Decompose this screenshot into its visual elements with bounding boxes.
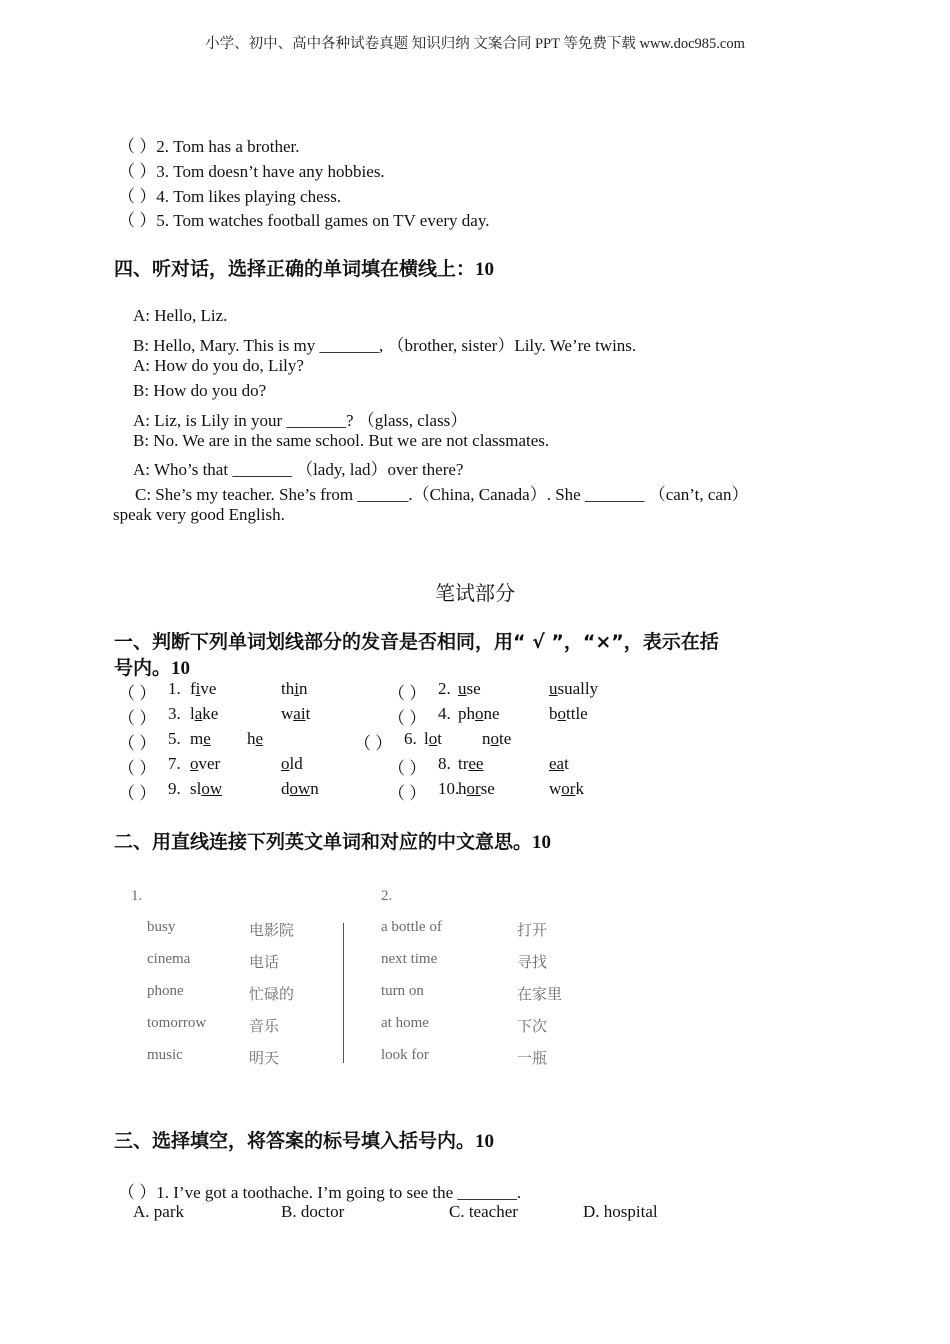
- word-b: [281, 679, 307, 699]
- section-4-score: 10: [475, 259, 495, 280]
- answer-paren: （ ）: [118, 734, 157, 753]
- match-cn-phrase: 在家里: [517, 987, 563, 1003]
- match-en-word: cinema: [147, 951, 191, 967]
- word-a: [458, 754, 483, 774]
- word-b-under: ea: [549, 754, 565, 773]
- word-a-pre: tr: [458, 754, 469, 773]
- word-a-post: ver: [198, 754, 221, 773]
- item-number: 5.: [168, 729, 181, 748]
- match-en-word: busy: [147, 919, 176, 935]
- word-a-under: o: [475, 704, 484, 723]
- word-a: [190, 704, 218, 724]
- answer-paren: （ ）: [118, 759, 157, 778]
- match-cn-phrase: 寻找: [517, 955, 548, 971]
- part-1-title-text: 号内。: [114, 657, 172, 679]
- answer-paren: （ ）: [388, 759, 427, 778]
- dialog-line-8: C: She’s my teacher. She’s from ______.（China, Canada）. She _______ （can’t, can）: [135, 485, 749, 504]
- dialog-line-5: A: Liz, is Lily in your _______? （glass, class）: [133, 411, 468, 430]
- match-group-2-label: 2.: [381, 888, 393, 904]
- dialog-line-6: B: No. We are in the same school. But we are not classmates.: [133, 431, 550, 450]
- word-b-pre: w: [281, 704, 294, 723]
- match-en-phrase: turn on: [381, 983, 424, 999]
- word-b: [281, 779, 319, 799]
- word-b-post: ld: [289, 754, 303, 773]
- column-divider: [343, 923, 344, 1063]
- word-b-pre: th: [281, 679, 295, 698]
- answer-paren: （ ）: [118, 709, 157, 728]
- item-number: 6.: [404, 729, 417, 748]
- word-a: [190, 679, 216, 699]
- answer-paren: （ ）: [118, 684, 157, 703]
- word-b-under: ow: [289, 779, 311, 798]
- word-a-under: o: [190, 754, 199, 773]
- word-b-post: n: [310, 779, 319, 798]
- word-b: [549, 679, 598, 699]
- word-b-under: u: [549, 679, 558, 698]
- match-cn-word: 电影院: [249, 923, 295, 939]
- word-b-pre: n: [482, 729, 491, 748]
- word-b: [281, 754, 303, 774]
- written-part-heading: 笔试部分: [435, 581, 515, 605]
- word-a-pre: l: [190, 704, 195, 723]
- word-b-post: t: [305, 704, 311, 723]
- word-a-pre: h: [458, 779, 467, 798]
- word-a-under: or: [466, 779, 481, 798]
- word-a-under: ow: [201, 779, 223, 798]
- part-3-title-text: 三、选择填空，将答案的标号填入括号内。: [114, 1130, 476, 1152]
- word-b: [482, 729, 511, 749]
- word-b-pre: b: [549, 704, 558, 723]
- word-b-under: ai: [293, 704, 306, 723]
- answer-paren: （ ）: [388, 709, 427, 728]
- word-b-under: e: [255, 729, 264, 748]
- dialog-line-1: A: Hello, Liz.: [133, 306, 228, 325]
- word-b: [281, 704, 310, 724]
- option-b: B. doctor: [281, 1202, 345, 1221]
- word-a-pre: m: [190, 729, 204, 748]
- match-en-phrase: next time: [381, 951, 438, 967]
- option-d: D. hospital: [583, 1202, 658, 1221]
- word-a: [458, 704, 500, 724]
- dialog-line-2: B: Hello, Mary. This is my _______, （brother, sister）Lily. We’re twins.: [133, 336, 637, 355]
- word-a: [424, 729, 442, 749]
- match-cn-word: 电话: [249, 955, 280, 971]
- section-4-title-text: 四、听对话，选择正确的单词填在横线上：: [114, 258, 476, 280]
- item-number: 3.: [168, 704, 181, 723]
- word-b-under: i: [294, 679, 299, 698]
- answer-paren: （ ）: [388, 684, 427, 703]
- word-b: [549, 779, 584, 799]
- part-1-score: 10: [171, 658, 191, 679]
- part-3-score: 10: [475, 1131, 495, 1152]
- word-a-under: i: [195, 679, 201, 698]
- tf-item-2: （ ）2. Tom has a brother.: [118, 137, 300, 156]
- part-3-title: [114, 1126, 494, 1153]
- word-a-post: t: [437, 729, 442, 748]
- match-cn-phrase: 打开: [517, 923, 548, 939]
- word-b: [549, 754, 569, 774]
- part-2-title: [114, 827, 551, 854]
- match-cn-phrase: 一瓶: [517, 1051, 548, 1067]
- word-a-under: o: [428, 729, 438, 748]
- tf-item-4: （ ）4. Tom likes playing chess.: [118, 187, 342, 206]
- word-b-under: o: [281, 754, 290, 773]
- word-a-post: se: [466, 679, 481, 698]
- word-a-pre: f: [190, 679, 196, 698]
- word-b: [247, 729, 263, 749]
- tf-item-3: （ ）3. Tom doesn’t have any hobbies.: [118, 162, 385, 181]
- page-header: 小学、初中、高中各种试卷真题 知识归纳 文案合同 PPT 等免费下载 www.doc985.com: [205, 36, 745, 52]
- word-a: [190, 754, 220, 774]
- word-b-post: te: [499, 729, 512, 748]
- item-number: 2.: [438, 679, 451, 698]
- item-number: 9.: [168, 779, 181, 798]
- dialog-line-8-continuation: speak very good English.: [113, 505, 285, 524]
- match-cn-word: 明天: [249, 1051, 280, 1067]
- dialog-line-7: A: Who’s that _______ （lady, lad）over there?: [133, 460, 464, 479]
- item-number: 7.: [168, 754, 181, 773]
- word-b-pre: h: [247, 729, 256, 748]
- word-b-post: ttle: [566, 704, 588, 723]
- item-number: 4.: [438, 704, 451, 723]
- word-a-pre: ph: [458, 704, 475, 723]
- word-b-post: n: [298, 679, 308, 698]
- section-4-title: [114, 254, 494, 281]
- part-1-title-line-2: [114, 653, 190, 680]
- word-a-under: u: [458, 679, 467, 698]
- match-en-word: tomorrow: [147, 1015, 207, 1031]
- word-a-pre: sl: [190, 779, 202, 798]
- word-b: [549, 704, 588, 724]
- match-en-phrase: a bottle of: [381, 919, 442, 935]
- match-en-phrase: at home: [381, 1015, 429, 1031]
- dialog-line-3: A: How do you do, Lily?: [133, 356, 304, 375]
- item-number: 1.: [168, 679, 181, 698]
- word-a: [458, 679, 481, 699]
- word-b-post: sually: [557, 679, 599, 698]
- match-cn-phrase: 下次: [517, 1019, 548, 1035]
- word-a-under: ee: [468, 754, 484, 773]
- match-en-phrase: look for: [381, 1047, 429, 1063]
- dialog-line-4: B: How do you do?: [133, 381, 267, 400]
- part-2-title-text: 二、用直线连接下列英文单词和对应的中文意思。: [114, 831, 533, 853]
- match-cn-word: 忙碌的: [249, 987, 295, 1003]
- match-cn-word: 音乐: [249, 1019, 280, 1035]
- answer-paren: （ ）: [388, 784, 427, 803]
- choice-question-1: （ ）1. I’ve got a toothache. I’m going to see the _______.: [118, 1183, 522, 1202]
- answer-paren: （ ）: [118, 784, 157, 803]
- word-a-under: e: [203, 729, 211, 748]
- word-b-under: or: [561, 779, 576, 798]
- match-en-word: music: [147, 1047, 183, 1063]
- part-1-title-line-1: 一、判断下列单词划线部分的发音是否相同，用“ √ ”，“×”，表示在括: [114, 631, 719, 653]
- word-a: [190, 729, 211, 749]
- word-a: [190, 779, 222, 799]
- word-a: [458, 779, 495, 799]
- option-c: C. teacher: [449, 1202, 518, 1221]
- match-en-word: phone: [147, 983, 184, 999]
- word-b-post: t: [564, 754, 569, 773]
- item-number: 10.: [438, 779, 460, 798]
- word-a-post: ne: [483, 704, 500, 723]
- option-a: A. park: [133, 1202, 184, 1221]
- match-group-1-label: 1.: [131, 888, 143, 904]
- item-number: 8.: [438, 754, 451, 773]
- word-b-pre: d: [281, 779, 290, 798]
- word-b-under: o: [490, 729, 499, 748]
- word-a-post: se: [480, 779, 495, 798]
- word-b-post: k: [575, 779, 584, 798]
- tf-item-5: （ ）5. Tom watches football games on TV every day.: [118, 211, 490, 230]
- word-b-under: o: [557, 704, 566, 723]
- part-2-score: 10: [532, 832, 552, 853]
- word-b-pre: w: [549, 779, 562, 798]
- answer-paren: （ ）: [354, 734, 393, 753]
- word-a-post: ve: [200, 679, 217, 698]
- word-a-pre: l: [424, 729, 429, 748]
- word-a-under: a: [194, 704, 203, 723]
- word-a-post: ke: [202, 704, 219, 723]
